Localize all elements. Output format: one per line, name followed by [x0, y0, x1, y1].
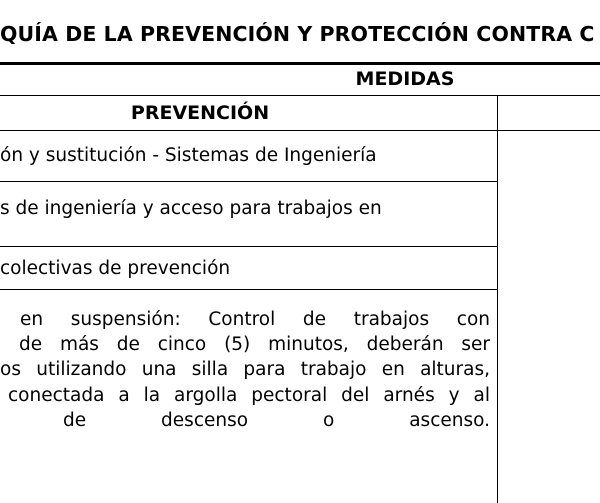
table-top-border: [0, 62, 600, 65]
paragraph-line: os utilizando una silla para trabajo en alturas,: [0, 359, 490, 380]
paragraph-line: de más de cinco (5) minutos, deberán ser: [19, 334, 490, 355]
prevencion-divider: [0, 130, 600, 131]
table-row: ón y sustitución - Sistemas de Ingeniería: [0, 145, 377, 166]
header-divider: [0, 95, 600, 96]
row-divider-2: [0, 246, 497, 247]
table-row: colectivas de prevención: [0, 258, 231, 279]
header-medidas: MEDIDAS: [355, 68, 455, 90]
paragraph-line: en suspensión: Control de trabajos con: [20, 309, 490, 330]
paragraph-line: de descenso o ascenso.: [63, 410, 490, 431]
document-title: QUÍA DE LA PREVENCIÓN Y PROTECCIÓN CONTRA C: [0, 22, 595, 46]
column-divider: [497, 96, 498, 503]
row-divider-3: [0, 289, 497, 290]
paragraph-line: conectada a la argolla pectoral del arnés y al: [8, 385, 490, 406]
row-divider-1: [0, 181, 497, 182]
header-prevencion: PREVENCIÓN: [130, 102, 270, 124]
table-row: s de ingeniería y acceso para trabajos en: [0, 198, 382, 219]
